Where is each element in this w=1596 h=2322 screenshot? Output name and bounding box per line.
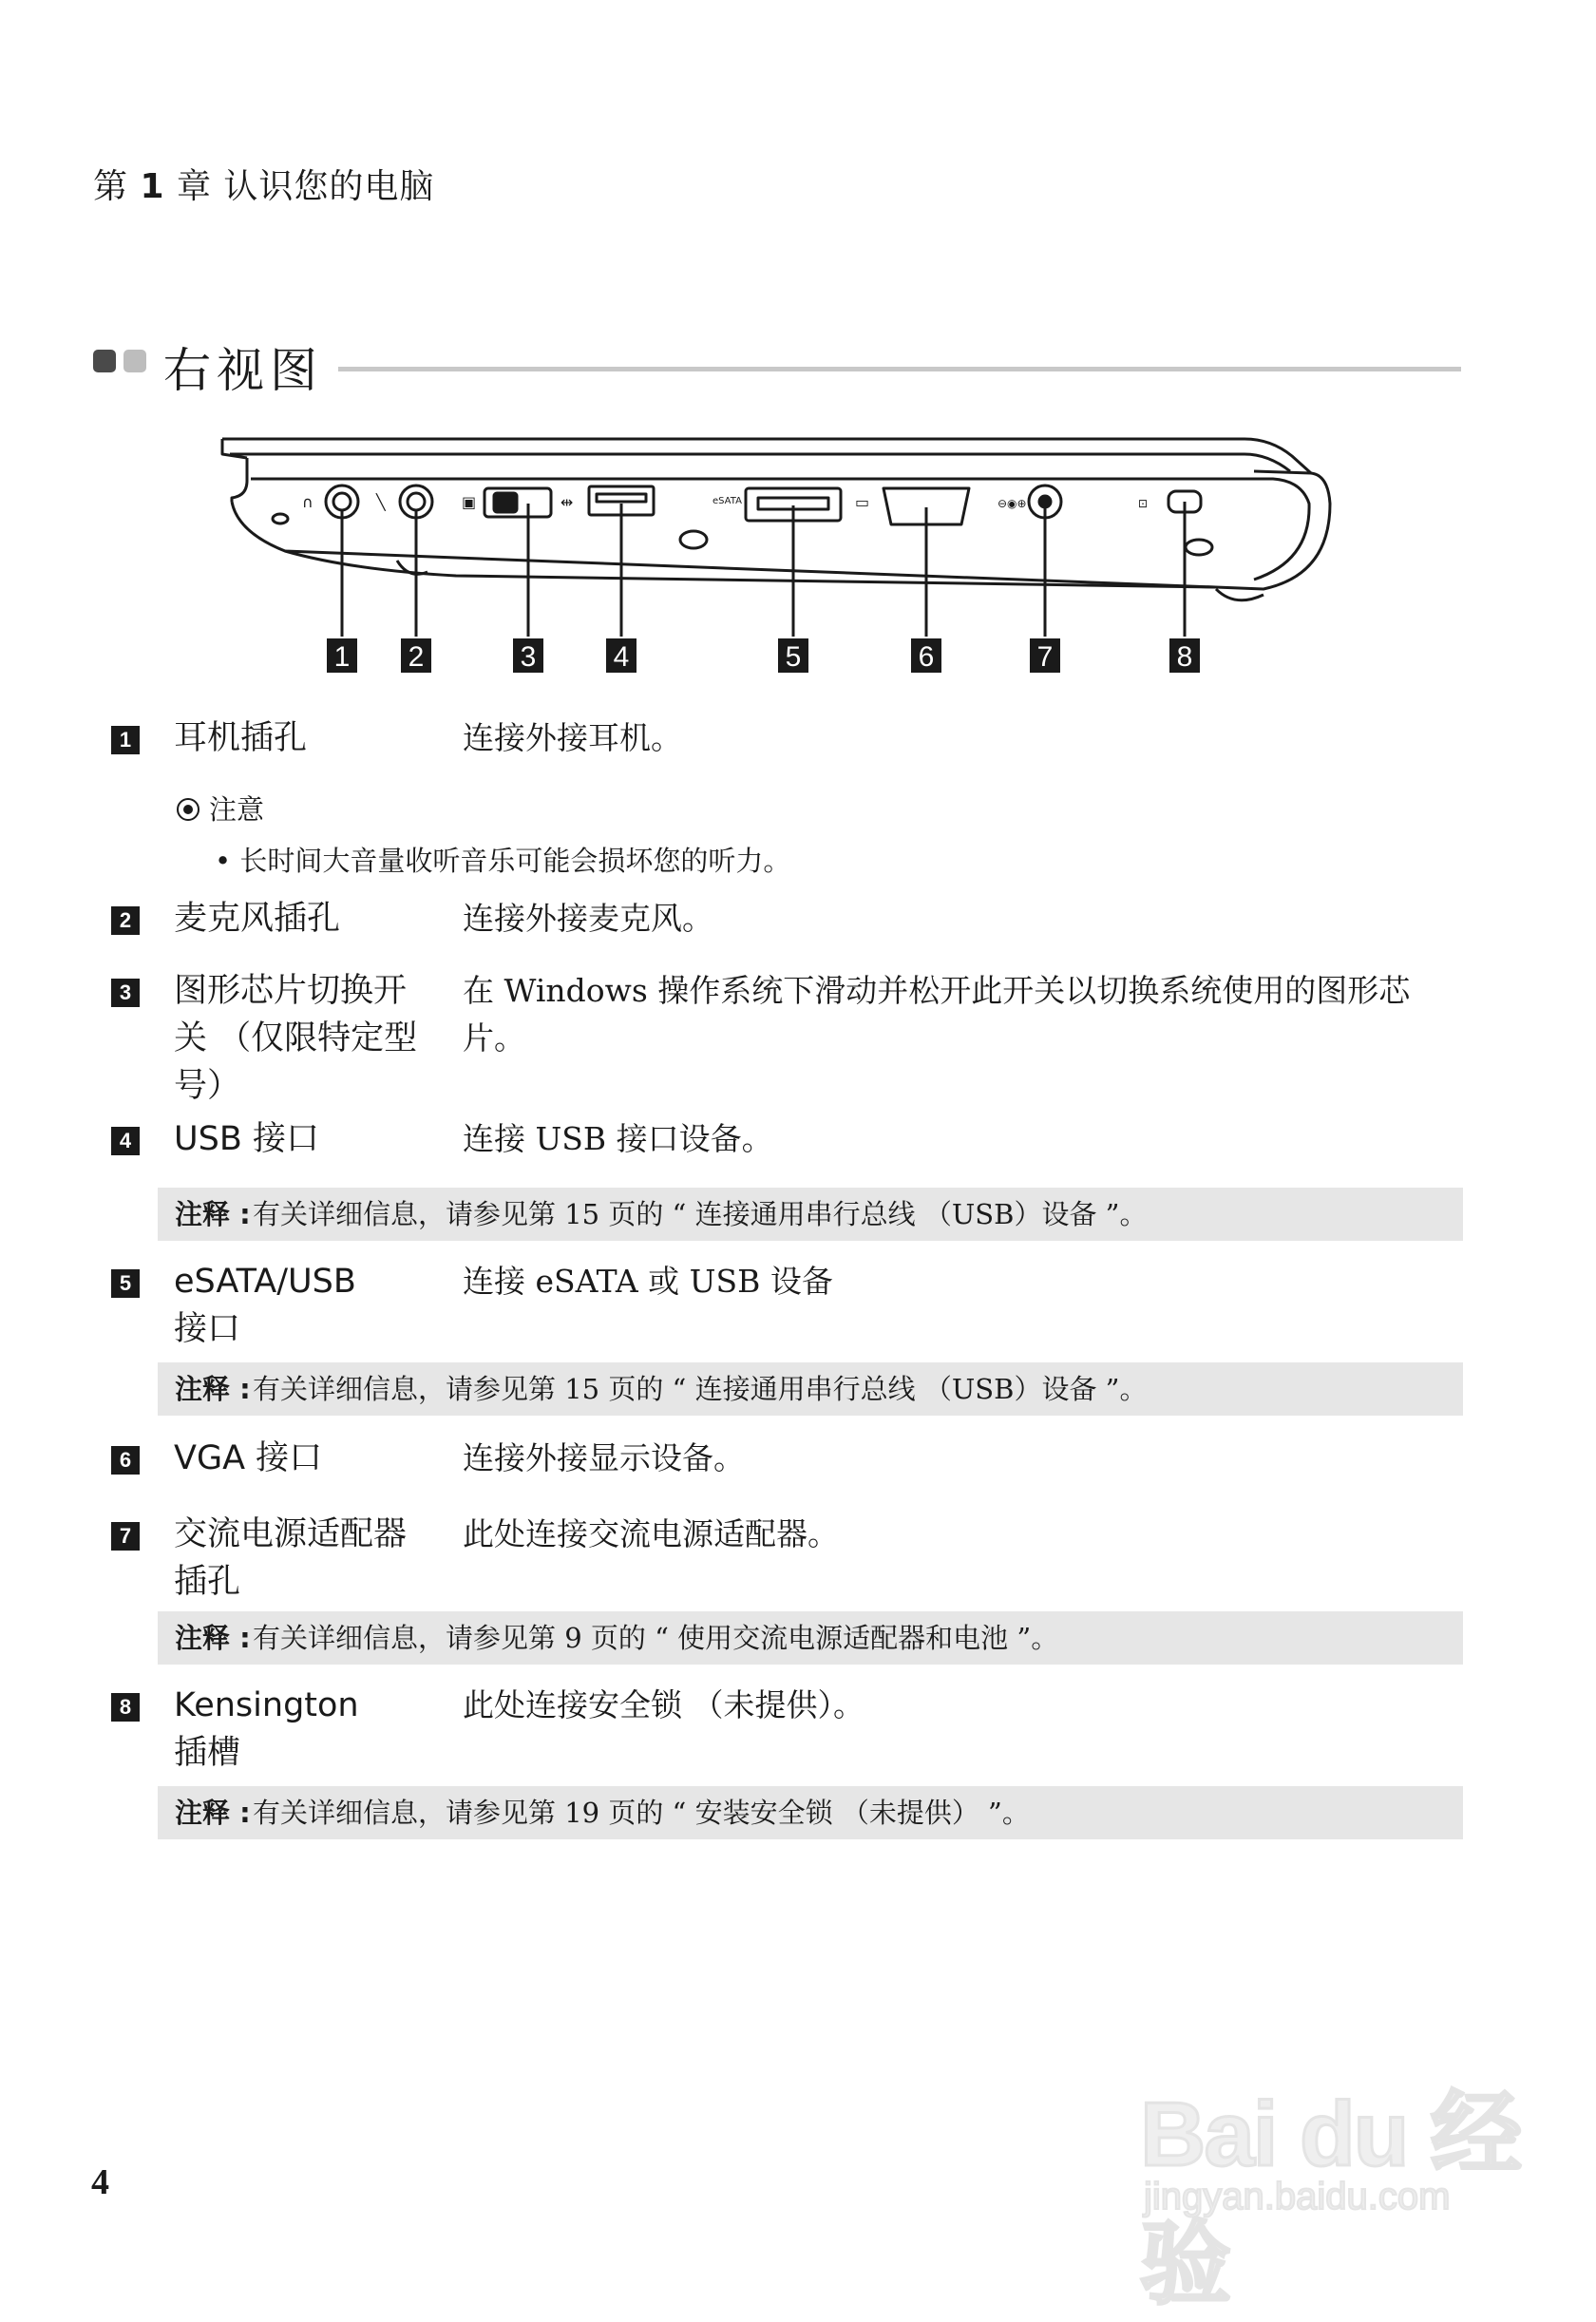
- section-rule: [338, 367, 1461, 371]
- item-number: 5: [111, 1269, 140, 1298]
- callout-2: 2: [408, 641, 425, 673]
- item-name: 麦克风插孔: [174, 900, 341, 938]
- item-name: VGA 接口: [174, 1439, 323, 1477]
- caution-icon: [177, 798, 200, 821]
- note-text: 有关详细信息，请参见第 19 页的 “ 安装安全锁 （未提供） ”。: [253, 1797, 1030, 1829]
- callout-8: 8: [1176, 641, 1193, 673]
- item-description: 连接外接麦克风。: [463, 900, 713, 937]
- note-esata-usb: [158, 1362, 1463, 1416]
- note-label: 注释 :: [175, 1198, 251, 1230]
- chapter-prefix: 第: [93, 167, 129, 206]
- note-usb: [158, 1188, 1463, 1241]
- item-name: USB 接口: [174, 1120, 319, 1158]
- caution-heading: [177, 789, 264, 828]
- svg-text:⊖◉⊕: ⊖◉⊕: [998, 497, 1027, 510]
- section-marker-light: [124, 350, 146, 372]
- item-description: 此处连接安全锁 （未提供）。: [463, 1686, 864, 1723]
- item-description: 在 Windows 操作系统下滑动并松开此开关以切换系统使用的图形芯片。: [463, 972, 1411, 1056]
- item-number: 4: [111, 1127, 140, 1155]
- item-description: 连接外接耳机。: [463, 719, 682, 756]
- item-name: 交流电源适配器插孔: [174, 1515, 408, 1601]
- svg-text:▣: ▣: [462, 493, 477, 511]
- section-marker-dark: [93, 350, 116, 372]
- svg-text:∩: ∩: [302, 493, 314, 511]
- note-text: 有关详细信息，请参见第 9 页的 “ 使用交流电源适配器和电池 ”。: [253, 1622, 1059, 1654]
- callout-7: 7: [1036, 641, 1054, 673]
- watermark-url: jingyan.baidu.com: [1144, 2176, 1451, 2217]
- watermark-logo: Bai du 经验: [1140, 2084, 1521, 2315]
- note-label: 注释 :: [175, 1622, 251, 1654]
- section-title: 右视图: [163, 343, 323, 398]
- callout-1: 1: [333, 641, 351, 673]
- caution-title: 注意: [209, 793, 265, 826]
- chapter-number: 1: [140, 167, 165, 206]
- svg-text:⇹: ⇹: [560, 493, 574, 511]
- item-number: 8: [111, 1693, 140, 1722]
- callout-labels: [327, 638, 1200, 673]
- item-number: 2: [111, 906, 140, 935]
- section-heading: [93, 333, 1461, 399]
- svg-text:⊡: ⊡: [1138, 497, 1149, 510]
- note-security-lock: [158, 1786, 1463, 1839]
- callout-4: 4: [613, 641, 630, 673]
- page-number: 4: [91, 2162, 109, 2202]
- baidu-watermark: [1140, 2024, 1539, 2315]
- callout-5: 5: [785, 641, 802, 673]
- note-text: 有关详细信息，请参见第 15 页的 “ 连接通用串行总线 （USB）设备 ”。: [253, 1373, 1148, 1405]
- svg-text:▭: ▭: [855, 493, 870, 511]
- item-name: Kensington 插槽: [174, 1686, 359, 1772]
- note-text: 有关详细信息，请参见第 15 页的 “ 连接通用串行总线 （USB）设备 ”。: [253, 1198, 1148, 1230]
- note-label: 注释 :: [175, 1797, 251, 1829]
- chapter-header: [93, 160, 434, 208]
- note-ac-adapter: [158, 1611, 1463, 1665]
- svg-text:╲: ╲: [376, 493, 386, 511]
- item-name: 耳机插孔: [174, 719, 308, 757]
- item-description: 连接外接显示设备。: [463, 1439, 745, 1476]
- item-number: 3: [111, 979, 140, 1007]
- item-number: 7: [111, 1522, 140, 1551]
- callout-3: 3: [520, 641, 537, 673]
- item-number: 1: [111, 726, 140, 754]
- item-name: eSATA/USB 接口: [174, 1263, 356, 1348]
- note-label: 注释 :: [175, 1373, 251, 1405]
- item-name: 图形芯片切换开关 （仅限特定型号）: [174, 972, 418, 1105]
- item-description: 连接 eSATA 或 USB 设备: [463, 1263, 833, 1300]
- svg-text:eSATA: eSATA: [712, 496, 742, 506]
- caution-bullet: • 长时间大音量收听音乐可能会损坏您的听力。: [215, 845, 791, 877]
- callout-6: 6: [918, 641, 935, 673]
- chapter-title: 章 认识您的电脑: [176, 167, 435, 206]
- item-number: 6: [111, 1446, 140, 1475]
- laptop-right-side-diagram: [209, 418, 1349, 703]
- item-description: 此处连接交流电源适配器。: [463, 1515, 839, 1552]
- caution-bullet-text: 长时间大音量收听音乐可能会损坏您的听力。: [239, 845, 791, 877]
- item-description: 连接 USB 接口设备。: [463, 1120, 773, 1157]
